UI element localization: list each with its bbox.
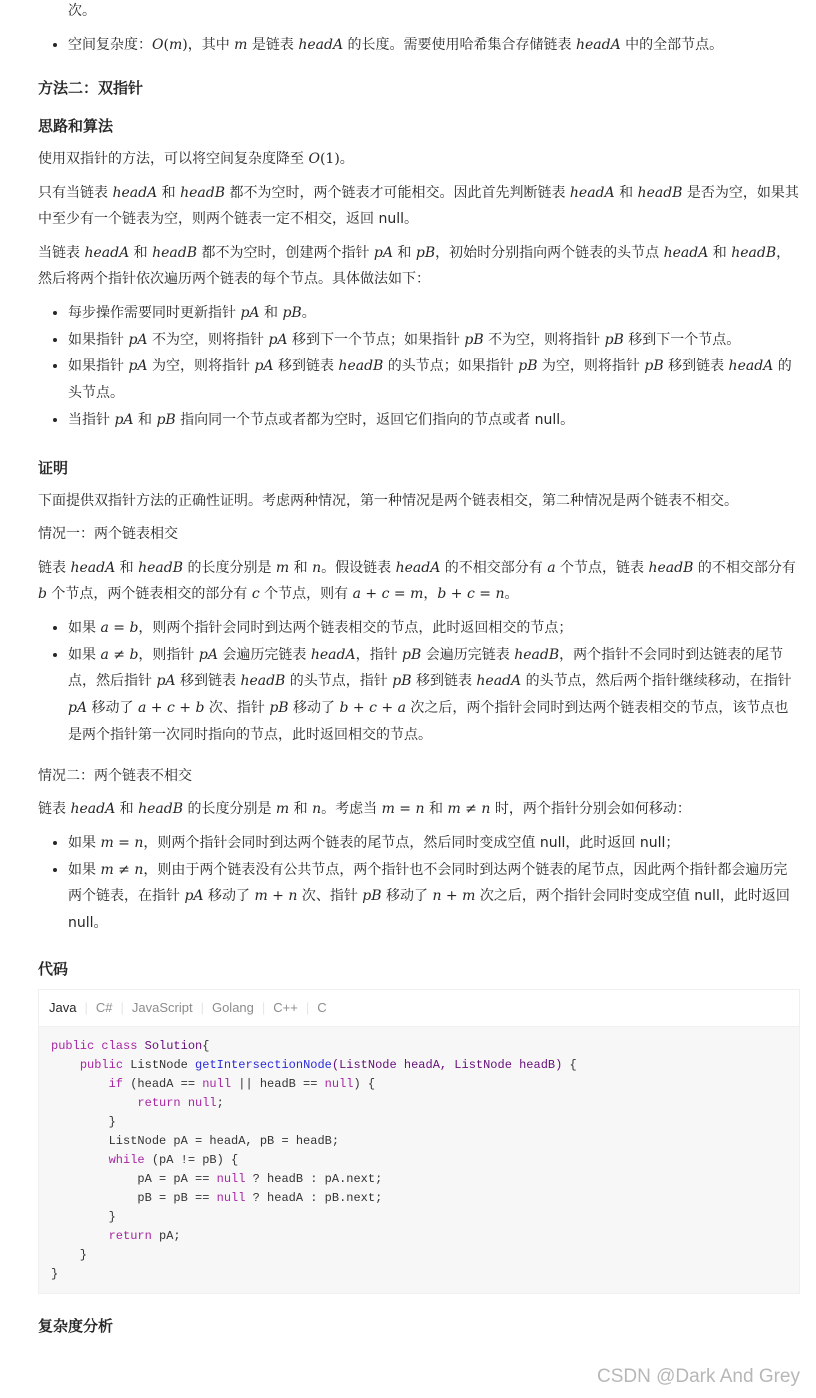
math-expression: headB: [648, 559, 694, 576]
paragraph: 下面提供双指针方法的正确性证明。考虑两种情况，第一种情况是两个链表相交，第二种情况是两个链表不相交。: [38, 492, 738, 509]
tab-javascript[interactable]: JavaScript: [131, 1000, 193, 1016]
math-expression: headB: [514, 646, 560, 663]
tab-separator: |: [84, 1000, 88, 1016]
case1-list: [38, 615, 800, 749]
math-expression: headB: [152, 244, 197, 261]
tab-separator: |: [305, 1000, 310, 1016]
math-expression: m: [275, 801, 290, 818]
list-item: • 如果 a ≠ b，则指针 pA 会遍历完链表 headA，指针 pB 会遍历完链表 headB，两个指针不会同时到达链表的尾节点，然后指针 pA 移到链表 headB 的头节点，指针 pB 移到链表 headA 的头节点，然后两个指针继续移动，在指针 pA 移动了 a + c + b 次、指针 pB 移动了 b + c + a 次之后，两个指针会同时到达两个链表相交的节点，该节点也是两个指针第一次同时指向的节点，此时返回相交的节点。: [68, 642, 800, 749]
math-expression: O(1): [308, 151, 340, 168]
code-line: if (headA == null || headB == null) {: [108, 1076, 376, 1091]
math-expression: pA: [268, 331, 288, 348]
math-expression: headA: [112, 184, 158, 201]
list-item: • 如果 a = b，则两个指针会同时到达两个链表相交的节点，此时返回相交的节点；: [68, 615, 800, 642]
math-expression: m = n: [381, 801, 425, 818]
math-expression: headA: [575, 36, 621, 53]
math-expression: headA: [476, 673, 522, 690]
math-expression: headB: [338, 358, 384, 375]
code-line: return pA;: [108, 1228, 181, 1243]
math-expression: pB: [644, 358, 664, 375]
math-expression: headA: [395, 559, 441, 576]
top-bullets: [38, 32, 800, 59]
math-expression: a ≠ b: [100, 646, 139, 663]
list-item: • 如果指针 pA 不为空，则将指针 pA 移到下一个节点；如果指针 pB 不为空，则将指针 pB 移到下一个节点。: [68, 327, 800, 354]
section-title-code: 代码: [38, 959, 69, 978]
list-item: • 如果指针 pA 为空，则将指针 pA 移到链表 headB 的头节点；如果指针 pB 为空，则将指针 pB 移到链表 headA 的头节点。: [68, 353, 800, 407]
code-line: ListNode pA = headA, pB = headB;: [51, 1133, 340, 1148]
paragraph-tail: 次。: [68, 3, 96, 19]
tab-separator: |: [200, 1000, 204, 1016]
math-expression: headB: [138, 559, 183, 576]
case2-title: 情况二：两个链表不相交: [38, 767, 192, 784]
math-expression: pA: [68, 700, 88, 717]
math-expression: b: [38, 586, 47, 603]
math-expression: headB: [637, 184, 683, 201]
math-expression: n + m: [432, 888, 476, 905]
list-item: • 空间复杂度：O(m)，其中 m 是链表 headA 的长度。需要使用哈希集合存储链表 headA 中的全部节点。: [68, 32, 800, 59]
code-line: }: [51, 1266, 59, 1281]
case2-list: [38, 830, 800, 937]
tab-cpp[interactable]: C++: [273, 1000, 298, 1016]
math-expression: pA: [254, 358, 274, 375]
math-expression: headA: [70, 801, 116, 818]
language-tabs: [39, 990, 799, 1027]
code-line: pB = pB == null ? headA : pB.next;: [51, 1190, 383, 1205]
steps-list: [38, 300, 800, 434]
math-expression: m = n: [100, 834, 144, 851]
math-expression: a + c = m: [352, 586, 424, 603]
math-expression: b + c = n: [437, 586, 505, 603]
math-expression: pA: [114, 411, 134, 428]
paragraph: 链表 headA 和 headB 的长度分别是 m 和 n。考虑当 m = n 和 m ≠ n 时，两个指针分别会如何移动：: [38, 801, 691, 818]
code-line: return null;: [137, 1095, 224, 1110]
math-expression: pA: [240, 304, 260, 321]
math-expression: headA: [70, 559, 116, 576]
math-expression: a + c + b: [137, 700, 205, 717]
math-expression: m ≠ n: [100, 861, 144, 878]
tab-golang[interactable]: Golang: [211, 1000, 254, 1016]
math-expression: pB: [518, 358, 538, 375]
math-expression: pB: [362, 888, 382, 905]
paragraph: 使用双指针的方法，可以将空间复杂度降至 O(1)。: [38, 151, 354, 168]
math-expression: pB: [269, 700, 289, 717]
code-content: [39, 1027, 799, 1293]
code-line: }: [51, 1247, 88, 1262]
list-item: • 每步操作需要同时更新指针 pA 和 pB。: [68, 300, 800, 327]
list-item: • 如果 m = n，则两个指针会同时到达两个链表的尾节点，然后同时变成空值 null，此时返回 null；: [68, 830, 800, 857]
tab-separator: |: [261, 1000, 266, 1016]
section-title-complexity: 复杂度分析: [38, 1316, 114, 1335]
tab-csharp[interactable]: C#: [95, 1000, 113, 1016]
paragraph: 只有当链表 headA 和 headB 都不为空时，两个链表才可能相交。因此首先判断链表 headA 和 headB 是否为空，如果其中至少有一个链表为空，则两个链表一定不相交，返回 null。: [38, 184, 799, 228]
math-expression: pB: [392, 673, 412, 690]
code-line: while (pA != pB) {: [108, 1152, 239, 1167]
math-expression: pA: [128, 358, 148, 375]
code-line: public class Solution{: [51, 1038, 210, 1053]
math-expression: pB: [156, 411, 176, 428]
tab-c[interactable]: C: [317, 1000, 327, 1016]
math-expression: pB: [402, 646, 422, 663]
paragraph: 链表 headA 和 headB 的长度分别是 m 和 n。假设链表 headA 的不相交部分有 a 个节点，链表 headB 的不相交部分有 b 个节点，两个链表相交的部分有 c 个节点，则有 a + c = m，b + c = n。: [38, 559, 796, 603]
math-expression: pA: [373, 244, 393, 261]
math-expression: headB: [240, 673, 286, 690]
math-expression: pB: [604, 331, 624, 348]
subsection-title-proof: 证明: [38, 458, 69, 477]
math-expression: n: [312, 801, 322, 818]
math-expression: a = b: [100, 619, 139, 636]
paragraph: 当链表 headA 和 headB 都不为空时，创建两个指针 pA 和 pB，初始时分别指向两个链表的头节点 headA 和 headB，然后将两个指针依次遍历两个链表的每个节点。具体做法如下：: [38, 244, 791, 288]
math-expression: b + c + a: [339, 700, 406, 717]
math-expression: pB: [282, 304, 302, 321]
math-expression: n: [312, 559, 322, 576]
math-expression: m: [234, 36, 248, 53]
math-expression: pA: [184, 888, 204, 905]
list-item: • 如果 m ≠ n，则由于两个链表没有公共节点，两个指针也不会同时到达两个链表的尾节点，因此两个指针都会遍历完两个链表，在指针 pA 移动了 m + n 次、指针 pB 移动了 n + m 次之后，两个指针会同时变成空值 null，此时返回 null。: [68, 857, 800, 937]
math-expression: a: [547, 559, 556, 576]
math-expression: pA: [198, 646, 218, 663]
math-expression: headB: [138, 801, 183, 818]
article: [38, 0, 800, 1346]
code-line: pA = pA == null ? headB : pA.next;: [51, 1171, 383, 1186]
list-item: • 当指针 pA 和 pB 指向同一个节点或者都为空时，返回它们指向的节点或者 null。: [68, 407, 800, 434]
watermark: CSDN @Dark And Grey: [596, 1366, 800, 1387]
math-expression: m: [275, 559, 290, 576]
tab-java[interactable]: Java: [49, 1000, 77, 1016]
code-line: }: [51, 1209, 116, 1224]
math-expression: headA: [663, 244, 709, 261]
math-expression: headB: [731, 244, 777, 261]
subsection-title-idea: 思路和算法: [38, 117, 114, 136]
math-expression: pA: [156, 673, 176, 690]
math-expression: headA: [728, 358, 774, 375]
math-expression: m + n: [254, 888, 298, 905]
code-line: public ListNode getIntersectionNode(ListNode headA, ListNode headB) {: [79, 1057, 577, 1072]
math-expression: m ≠ n: [447, 801, 491, 818]
math-expression: pB: [464, 331, 484, 348]
math-expression: headA: [569, 184, 615, 201]
math-expression: O(m): [152, 36, 188, 53]
math-expression: pB: [415, 244, 436, 261]
math-expression: headA: [310, 646, 356, 663]
section-title-method2: 方法二：双指针: [38, 79, 144, 98]
tab-separator: |: [120, 1000, 124, 1016]
case1-title: 情况一：两个链表相交: [38, 526, 178, 543]
code-block: [38, 989, 800, 1294]
math-expression: c: [251, 586, 260, 603]
math-expression: headB: [180, 184, 225, 201]
code-line: }: [51, 1114, 116, 1129]
math-expression: headA: [84, 244, 130, 261]
math-expression: pA: [128, 331, 148, 348]
math-expression: headA: [298, 36, 344, 53]
